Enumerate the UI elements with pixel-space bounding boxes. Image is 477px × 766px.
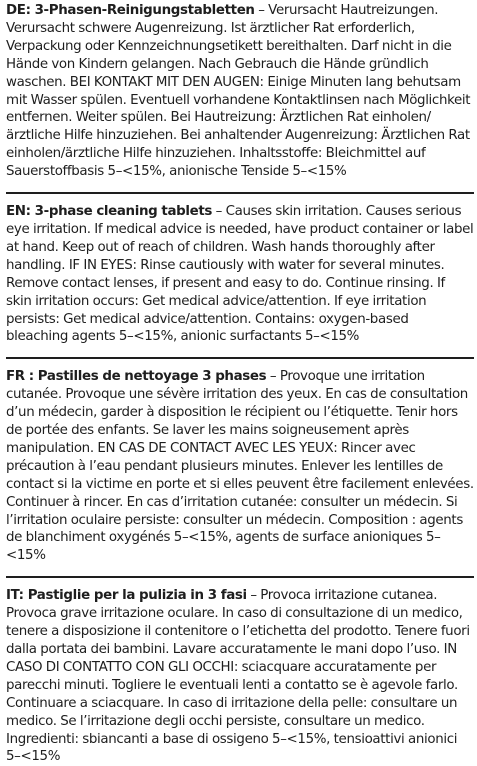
- section-divider: [6, 192, 474, 194]
- section-body-fr: – Provoque une irritation cutanée. Provoque une sévère irritation des yeux. En cas de consultation d’un médecin, garder à disposition le récipient ou l’étiquette. Tenir hors de portée des enfants. Se laver les mains soigneusement après manipulation. EN CAS DE CONTACT AVEC LES YEUX: Rincer avec précaution à l’eau pendant plusieurs minutes. Enlever les lentilles de contact si la victime en porte et si elles peuvent être facilement enlevées. Continuer à rincer. En cas d’irritation cutanée: consulter un médecin. Si l’irritation oculaire persiste: consulter un médecin. Composition : agents de blanchiment oxygénés 5–<15%, agents de surface anioniques 5–<15%: [6, 369, 474, 564]
- section-it: [6, 587, 474, 766]
- section-text-it: [6, 587, 474, 766]
- section-title-en: EN: 3-phase cleaning tablets: [6, 204, 213, 220]
- section-title-fr: FR : Pastilles de nettoyage 3 phases: [6, 369, 267, 385]
- section-title-it: IT: Pastiglie per la pulizia in 3 fasi: [6, 588, 247, 604]
- label-document: [6, 2, 474, 766]
- section-body-de: – Verursacht Hautreizungen. Verursacht schwere Augenreizung. Ist ärztlicher Rat erforderlich, Verpackung oder Kennzeichnungsetikett bereithalten. Darf nicht in die Hände von Kindern gelangen. Nach Gebrauch die Hände gründlich waschen. BEI KONTAKT MIT DEN AUGEN: Einige Minuten lang behutsam mit Wasser spülen. Eventuell vorhandene Kontaktlinsen nach Möglichkeit entfernen. Weiter spülen. Bei Hautreizung: Ärztlichen Rat einholen/ärztliche Hilfe hinzuziehen. Bei anhaltender Augenreizung: Ärztlichen Rat einholen/ärztliche Hilfe hinzuziehen. Inhaltsstoffe: Bleichmittel auf Sauerstoffbasis 5–<15%, anionische Tenside 5–<15%: [6, 3, 471, 180]
- section-text-de: [6, 2, 474, 181]
- section-de: [6, 2, 474, 181]
- section-body-it: – Provoca irritazione cutanea. Provoca grave irritazione oculare. In caso di consultazione di un medico, tenere a disposizione il contenitore o l’etichetta del prodotto. Tenere fuori dalla portata dei bambini. Lavare accuratamente le mani dopo l’uso. IN CASO DI CONTATTO CON GLI OCCHI: sciacquare accuratamente per parecchi minuti. Togliere le eventuali lenti a contatto se è agevole farlo. Continuare a sciacquare. In caso di irritazione della pelle: consultare un medico. Se l’irritazione degli occhi persiste, consultare un medico. Ingredienti: sbiancanti a base di ossigeno 5–<15%, tensioattivi anionici 5–<15%: [6, 588, 470, 765]
- section-text-en: [6, 203, 474, 346]
- section-text-fr: [6, 368, 474, 565]
- section-title-de: DE: 3-Phasen-Reinigungstabletten: [6, 3, 255, 18]
- section-body-en: – Causes skin irritation. Causes serious eye irritation. If medical advice is needed, have product container or label at hand. Keep out of reach of children. Wash hands thoroughly after handling. IF IN EYES: Rinse cautiously with water for several minutes. Remove contact lenses, if present and easy to do. Continue rinsing. If skin irritation occurs: Get medical advice/attention. If eye irritation persists: Get medical advice/attention. Contains: oxygen-based bleaching agents 5–<15%, anionic surfactants 5–<15%: [6, 204, 474, 345]
- section-en: [6, 203, 474, 346]
- section-divider: [6, 357, 474, 359]
- section-divider: [6, 576, 474, 578]
- section-fr: [6, 368, 474, 565]
